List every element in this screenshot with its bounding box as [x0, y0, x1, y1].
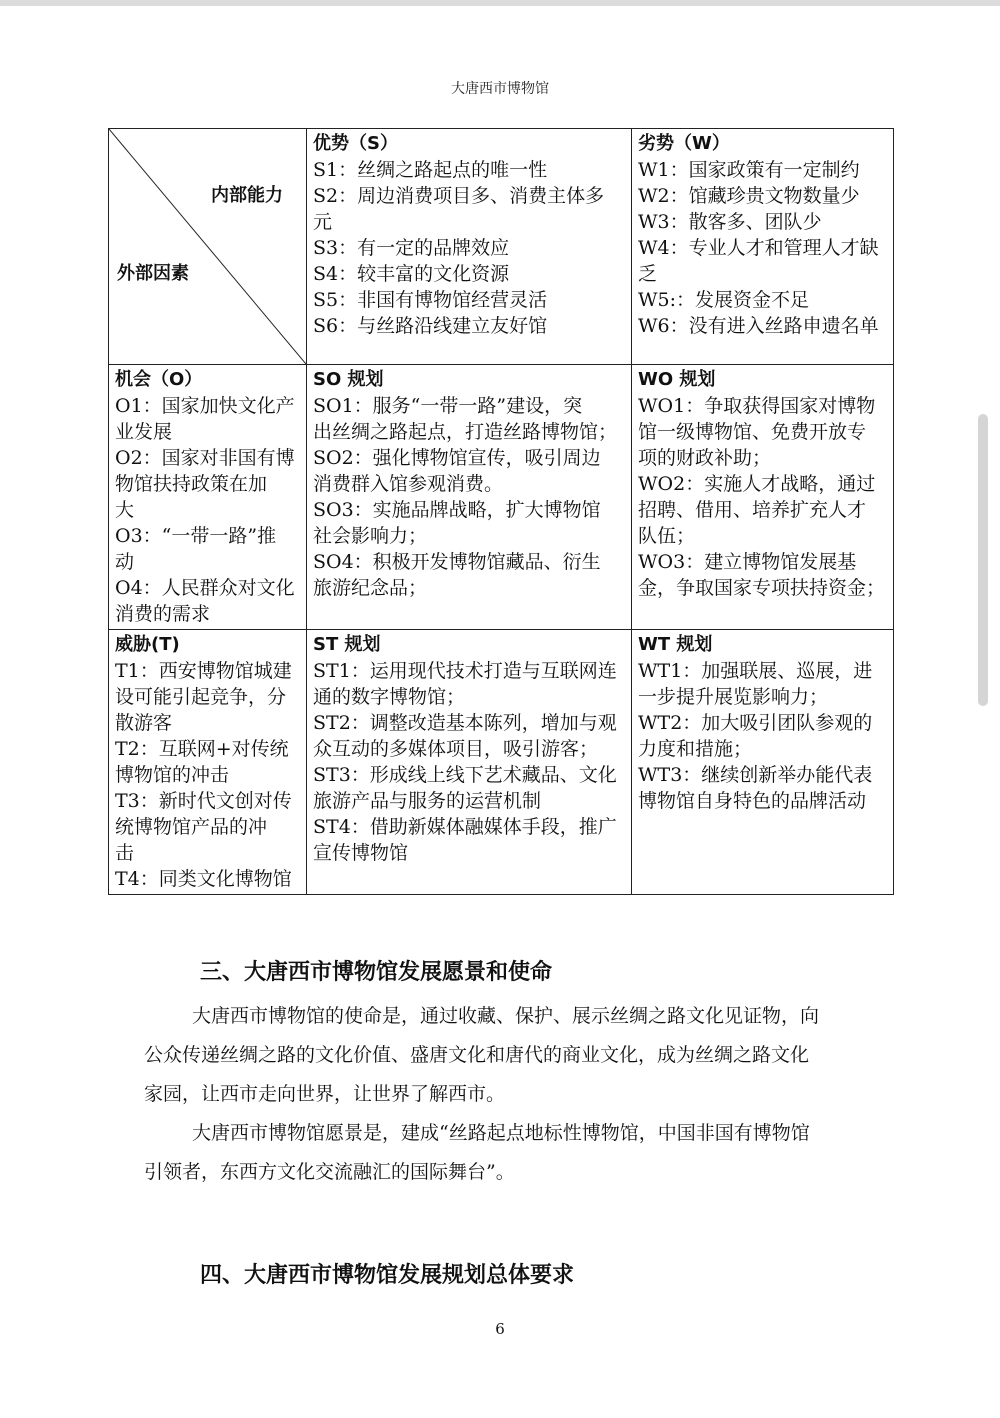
cell-line: ST4：借助新媒体融媒体手段，推广 [313, 816, 617, 838]
cell-line: W2：馆藏珍贵文物数量少 [638, 185, 860, 207]
cell-line: 乏 [638, 263, 658, 285]
cell-line: SO3：实施品牌战略，扩大博物馆 [313, 499, 601, 521]
cell-line: 散游客 [115, 712, 173, 734]
internal-label: 内部能力 [211, 185, 283, 206]
cell-line: 队伍； [638, 525, 696, 547]
cell-line: W6：没有进入丝路申遗名单 [638, 315, 879, 337]
cell-line: S6：与丝路沿线建立友好馆 [313, 315, 548, 337]
paragraph-line: 家园，让西市走向世界，让世界了解西市。 [144, 1083, 506, 1105]
threats-title: 威胁(T) [115, 634, 180, 655]
cell-line: W4：专业人才和管理人才缺 [638, 237, 879, 259]
page-header: 大唐西市博物馆 [451, 81, 549, 97]
threats-cell [109, 630, 307, 895]
strengths-cell [307, 129, 632, 365]
cell-line: 统博物馆产品的冲 [115, 816, 268, 838]
wt-cell [632, 630, 894, 895]
cell-line: WO2：实施人才战略，通过 [638, 473, 876, 495]
section-4-heading: 四、大唐西市博物馆发展规划总体要求 [200, 1263, 575, 1288]
corner-cell [109, 129, 307, 365]
section-3-paragraph-1 [144, 997, 864, 1114]
external-label: 外部因素 [117, 263, 189, 284]
cell-line: T3：新时代文创对传 [115, 790, 292, 812]
weaknesses-cell [632, 129, 894, 365]
cell-line: 业发展 [115, 421, 173, 443]
paragraph-line: 大唐西市博物馆愿景是，建成“丝路起点地标性博物馆，中国非国有博物馆 [192, 1122, 810, 1144]
st-title: ST 规划 [313, 634, 381, 655]
cell-line: 旅游纪念品； [313, 577, 428, 599]
section-3-heading: 三、大唐西市博物馆发展愿景和使命 [200, 960, 553, 985]
cell-line: 博物馆自身特色的品牌活动 [638, 790, 867, 812]
cell-line: O4：人民群众对文化 [115, 577, 295, 599]
opportunities-title: 机会（O） [115, 369, 203, 390]
cell-line: 招聘、借用、培养扩充人才 [638, 499, 867, 521]
paragraph-line: 引领者，东西方文化交流融汇的国际舞台”。 [144, 1161, 515, 1183]
cell-line: SO4：积极开发博物馆藏品、衍生 [313, 551, 601, 573]
cell-line: ST3：形成线上线下艺术藏品、文化 [313, 764, 617, 786]
cell-line: S3：有一定的品牌效应 [313, 237, 510, 259]
cell-line: 一步提升展览影响力； [638, 686, 829, 708]
cell-line: WT3：继续创新举办能代表 [638, 764, 873, 786]
cell-line: W1：国家政策有一定制约 [638, 159, 860, 181]
cell-line: 动 [115, 551, 135, 573]
cell-line: 馆一级博物馆、免费开放专 [638, 421, 867, 443]
cell-line: O2：国家对非国有博 [115, 447, 295, 469]
cell-line: 社会影响力； [313, 525, 428, 547]
cell-line: ST2：调整改造基本陈列，增加与观 [313, 712, 617, 734]
cell-line: S5：非国有博物馆经营灵活 [313, 289, 548, 311]
cell-line: T1：西安博物馆城建 [115, 660, 292, 682]
cell-line: WO1：争取获得国家对博物 [638, 395, 876, 417]
top-bar [0, 0, 1000, 6]
cell-line: 博物馆的冲击 [115, 764, 230, 786]
diagonal-line [109, 129, 306, 364]
weaknesses-title: 劣势（W） [638, 133, 730, 154]
wo-title: WO 规划 [638, 369, 716, 390]
cell-line: SO2：强化博物馆宣传，吸引周边 [313, 447, 601, 469]
so-title: SO 规划 [313, 369, 384, 390]
paragraph-line: 大唐西市博物馆的使命是，通过收藏、保护、展示丝绸之路文化见证物，向 [192, 1005, 820, 1027]
scrollbar-thumb[interactable] [978, 414, 988, 706]
paragraph-line: 公众传递丝绸之路的文化价值、盛唐文化和唐代的商业文化，成为丝绸之路文化 [144, 1044, 810, 1066]
wt-title: WT 规划 [638, 634, 713, 655]
cell-line: 金，争取国家专项扶持资金； [638, 577, 886, 599]
cell-line: 通的数字博物馆； [313, 686, 466, 708]
cell-line: 出丝绸之路起点，打造丝路博物馆； [313, 421, 618, 443]
cell-line: W3：散客多、团队少 [638, 211, 822, 233]
cell-line: 消费的需求 [115, 603, 211, 625]
strengths-list [313, 157, 627, 339]
cell-line: ST1：运用现代技术打造与互联网连 [313, 660, 617, 682]
cell-line: S2：周边消费项目多、消费主体多 [313, 185, 605, 207]
page-number: 6 [495, 1320, 505, 1338]
cell-line: 击 [115, 842, 135, 864]
opportunities-list [115, 393, 302, 627]
threats-list [115, 658, 302, 892]
cell-line: 宣传博物馆 [313, 842, 409, 864]
cell-line: O3：“一带一路”推 [115, 525, 277, 547]
cell-line: WO3：建立博物馆发展基 [638, 551, 857, 573]
opportunities-cell [109, 365, 307, 630]
cell-line: 项的财政补助； [638, 447, 772, 469]
so-list [313, 393, 627, 601]
wt-list [638, 658, 889, 814]
cell-line: 旅游产品与服务的运营机制 [313, 790, 542, 812]
cell-line: SO1：服务“一带一路”建设，突 [313, 395, 583, 417]
cell-line: 元 [313, 211, 333, 233]
wo-cell [632, 365, 894, 630]
st-list [313, 658, 627, 866]
weaknesses-list [638, 157, 889, 339]
cell-line: WT2：加大吸引团队参观的 [638, 712, 873, 734]
st-cell [307, 630, 632, 895]
cell-line: 力度和措施； [638, 738, 753, 760]
so-cell [307, 365, 632, 630]
swot-table [108, 128, 894, 895]
cell-line: 众互动的多媒体项目，吸引游客； [313, 738, 599, 760]
cell-line: 大 [115, 499, 135, 521]
cell-line: 物馆扶持政策在加 [115, 473, 268, 495]
cell-line: WT1：加强联展、巡展，进 [638, 660, 873, 682]
cell-line: 设可能引起竞争，分 [115, 686, 287, 708]
strengths-title: 优势（S） [313, 133, 398, 154]
cell-line: T4：同类文化博物馆 [115, 868, 292, 890]
cell-line: 消费群入馆参观消费。 [313, 473, 504, 495]
section-3-paragraph-2 [144, 1114, 864, 1192]
cell-line: O1：国家加快文化产 [115, 395, 295, 417]
cell-line: S1：丝绸之路起点的唯一性 [313, 159, 548, 181]
cell-line: W5:：发展资金不足 [638, 289, 810, 311]
cell-line: S4：较丰富的文化资源 [313, 263, 510, 285]
cell-line: T2：互联网+对传统 [115, 738, 289, 760]
wo-list [638, 393, 889, 601]
